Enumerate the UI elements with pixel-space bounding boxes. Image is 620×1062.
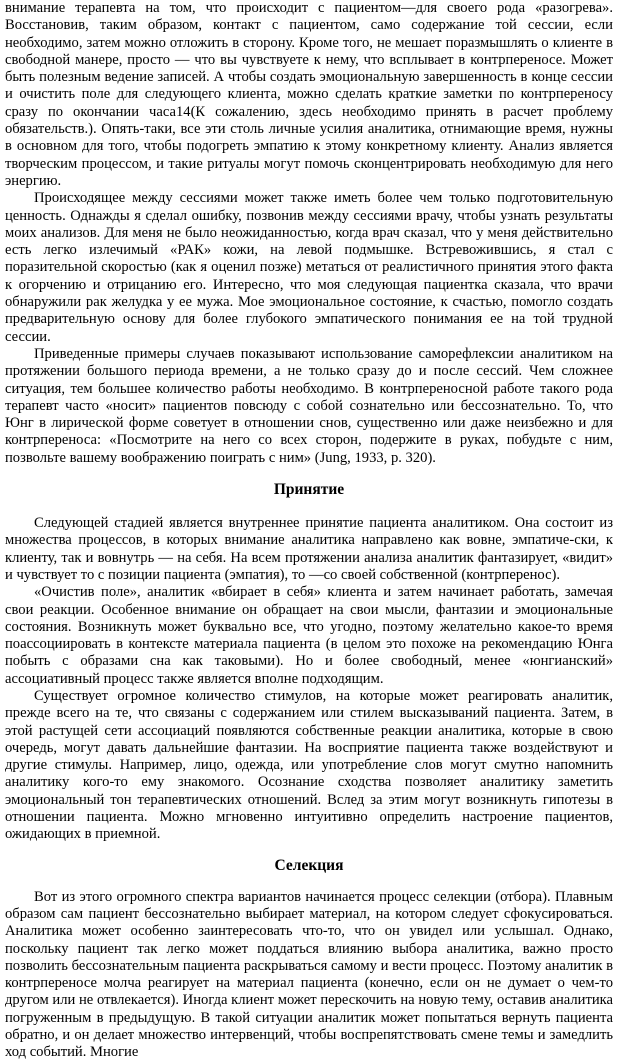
spacer [5, 499, 613, 515]
paragraph: Вот из этого огромного спектра вариантов начинается процесс селекции (отбора). Плавным образом сам пациент бессознательно выбирает материал, на котором следует сфокусироваться. Аналитика может особенно заинтересовать что-то, что он увидел или услышал. Однако, поскольку пациент так легко может поддаться влиянию выбора аналитика, важно просто позволить бессознательным пациента раскрываться самому и вести процесс. Поэтому аналитик в контрпереносе молча реагирует на материал пациента (конечно, если он не думает о чем-то другом или не отвлекается). Иногда клиент может перескочить на новую тему, оставив аналитика погруженным в предыдущую. В такой ситуации аналитик может попытаться вернуть пациента обратно, и он делает множество интервенций, чтобы воспрепятствовать смене темы и замедлить ход событий. Многие [5, 888, 613, 1061]
spacer [5, 875, 613, 889]
spacer [5, 844, 613, 856]
paragraph: «Очистив поле», аналитик «вбирает в себя» клиента и затем начинает работать, замечая свои реакции. Особенное внимание он обращает на свои мысли, фантазии и эмоциональные состояния. Возникнуть может буквально все, что угодно, поэтому желательно какое-то время поассоциировать в контексте материала пациента (в целом это похоже на рекомендацию Юнга побыть с образами сна как таковыми). Но и более свободный, менее «юнгианский» ассоциативный процесс также является вполне подходящим. [5, 584, 613, 687]
paragraph: Происходящее между сессиями может также иметь более чем только подготовительную ценность. Однажды я сделал ошибку, позвонив между сессиями врачу, чтобы узнать результаты моих анализов. Для меня не было неожиданностью, когда врач сказал, что у меня действительно есть легко излечимый «РАК» кожи, на левой подмышке. Встревожившись, я стал с поразительной скоростью (как я оценил позже) метаться от реалистичного принятия этого факта к огорчению и отрицанию его. Интересно, что моя следующая пациентка сказала, что врачи обнаружили рак желудка у ее мужа. Мое эмоциональное состояние, к счастью, помогло создать предварительную основу для более глубокого эмпатического понимания ее на той трудной сессии. [5, 190, 613, 345]
section-heading-selection: Селекция [274, 856, 344, 874]
paragraph: Приведенные примеры случаев показывают использование саморефлексии аналитиком на протяжении большого периода времени, а не только сразу до и после сессий. Чем сложнее ситуация, тем большее количество работы необходимо. В контрпереносной работе такого рода терапевт часто «носит» пациентов повсюду с собой сознательно или бессознательно. То, что Юнг в лирической форме советует в отношении снов, существенно или даже неизбежно и для контрпереноса: «Посмотрите на него со всех сторон, подержите в руках, побудьте с ним, позвольте вашему воображению поиграть с ним» (Jung, 1933, p. 320). [5, 345, 613, 466]
paragraph: Существует огромное количество стимулов, на которые может реагировать аналитик, прежде всего на те, что связаны с содержанием или стилем высказываний пациента. Затем, в этой растущей сети ассоциаций появляются собственные реакции аналитика, которые в свою очередь, могут давать дальнейшие фантазии. На восприятие пациента также воздействуют и другие стимулы. Например, лицо, одежда, или употребление слов могут смутно напомнить аналитику кого-то ему знакомого. Осознание сходства позволяет аналитику заметить эмоциональный тон терапевтических отношений. Вслед за этим могут возникнуть гипотезы в отношении пациента. Можно мгновенно интуитивно определить настроение пациентов, ожидающих в приемной. [5, 687, 613, 843]
section-heading-acceptance: Принятие [273, 481, 345, 499]
document-page [5, 0, 613, 1062]
paragraph-continued: внимание терапевта на том, что происходит с пациентом—для своего рода «разогрева». Восстановив, таким образом, контакт с пациентом, само содержание той сессии, если необходимо, затем можно отложить в сторону. Кроме того, не мешает поразмышлять о клиенте в свободной манере, просто — что вы чувствуете к нему, что всплывает в контрпереносе. Может быть полезным ведение записей. А чтобы создать эмоциональную завершенность в конце сессии и очистить поле для следующего клиента, можно сделать краткие заметки по контрпереносу сразу по окончании часа14(К сожалению, здесь необходимо принять в расчет проблему обязательств.). Опять-таки, все эти столь личные усилия аналитика, отнимающие время, нужны в основном для того, чтобы подогреть эмпатию к этому конкретному клиенту. Анализ является творческим процессом, и такие ритуалы могут помочь сконцентрировать необходимую для него энергию. [5, 0, 613, 189]
spacer [5, 467, 613, 480]
paragraph: Следующей стадией является внутреннее принятие пациента аналитиком. Она состоит из множества процессов, в которых внимание аналитика направлено как вовне, эмпатиче-ски, к клиенту, так и вовнутрь — на себя. На всем протяжении анализа аналитик фантазирует, «видит» и чувствует то с позиции пациента (эмпатия), то —со своей собственной (контрперенос). [5, 515, 613, 583]
